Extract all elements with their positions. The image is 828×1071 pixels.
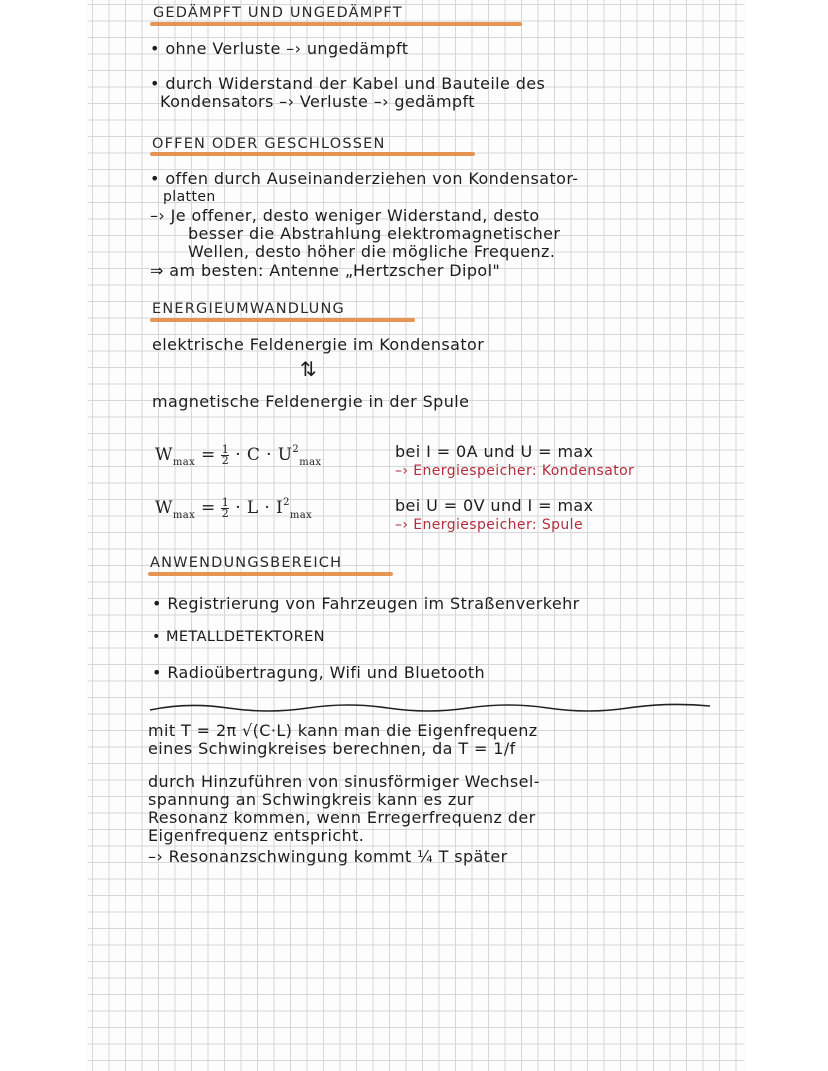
text-line: durch Hinzuführen von sinusförmiger Wechsel- [148, 772, 540, 791]
text-line: Wellen, desto höher die mögliche Frequenz. [188, 242, 556, 261]
text-line: –› Resonanzschwingung kommt ¼ T später [148, 847, 508, 866]
heading-offen: OFFEN ODER GESCHLOSSEN [152, 136, 386, 152]
text-line: • ohne Verluste –› ungedämpft [150, 39, 409, 58]
formula-capacitor: $W_{max}$ = $\frac{1}{2}$ · $C \cdot U^2_{max}$ [155, 443, 322, 468]
text-line: spannung an Schwingkreis kann es zur [148, 790, 475, 809]
heading-underline [150, 22, 522, 26]
list-item: • METALLDETEKTOREN [152, 629, 325, 645]
text-line: eines Schwingkreises berechnen, da T = 1/f [148, 739, 516, 758]
formula-coil: $W_{max}$ = $\frac{1}{2}$ · $L \cdot I^2_{max}$ [155, 496, 313, 521]
heading-underline [150, 152, 475, 156]
text-line: Kondensators –› Verluste –› gedämpft [160, 92, 475, 111]
grid-paper-page [88, 0, 744, 1071]
text-line: Eigenfrequenz entspricht. [148, 826, 365, 845]
list-item: • Radioübertragung, Wifi und Bluetooth [152, 663, 486, 682]
note-red: –› Energiespeicher: Kondensator [395, 463, 635, 479]
text-line: magnetische Feldenergie in der Spule [152, 392, 470, 411]
text-line: –› Je offener, desto weniger Widerstand, desto [150, 206, 540, 225]
wavy-divider [148, 700, 713, 716]
text-line: besser die Abstrahlung elektromagnetischer [188, 224, 561, 243]
text-line: • durch Widerstand der Kabel und Bauteile des [150, 74, 546, 93]
list-item: • Registrierung von Fahrzeugen im Straßenverkehr [152, 594, 580, 613]
text-line: Resonanz kommen, wenn Erregerfrequenz der [148, 808, 536, 827]
text-line: elektrische Feldenergie im Kondensator [152, 335, 485, 354]
text-line: • offen durch Auseinanderziehen von Kondensator- [150, 169, 579, 188]
condition-text: bei I = 0A und U = max [395, 442, 594, 461]
condition-text: bei U = 0V und I = max [395, 496, 594, 515]
heading-gedaempft: GEDÄMPFT UND UNGEDÄMPFT [153, 5, 403, 21]
heading-energie: ENERGIEUMWANDLUNG [152, 301, 345, 317]
heading-anwendung: ANWENDUNGSBEREICH [150, 555, 343, 571]
exchange-arrows: ⇅ [300, 357, 318, 381]
text-line: platten [163, 189, 216, 205]
heading-underline [150, 318, 415, 322]
note-red: –› Energiespeicher: Spule [395, 517, 583, 533]
text-line: mit T = 2π √(C·L) kann man die Eigenfrequenz [148, 721, 538, 740]
heading-underline [148, 572, 393, 576]
text-line: ⇒ am besten: Antenne „Hertzscher Dipol" [150, 261, 501, 280]
